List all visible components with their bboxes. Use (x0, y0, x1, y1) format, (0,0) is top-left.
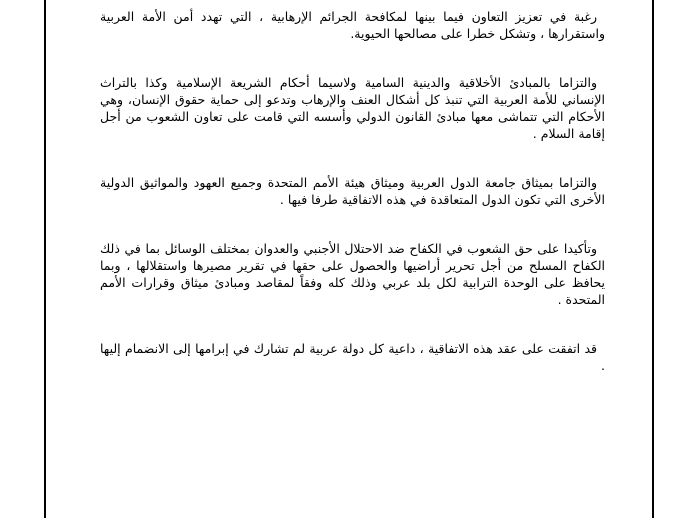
document-body (100, 8, 605, 404)
paragraph-5: قد اتفقت على عقد هذه الاتفاقية ، داعية كل دولة عربية لم تشارك في إبرامها إلى الانضمام إليها . (100, 341, 605, 373)
paragraph-3: والتزاما بميثاق جامعة الدول العربية وميثاق هيئة الأمم المتحدة وجميع العهود والمواثيق الدولية الأخرى التي تكون الدول المتعاقدة في هذه الاتفاقية طرفا فيها . (100, 175, 605, 207)
paragraph-1: رغبة في تعزيز التعاون فيما بينها لمكافحة الجرائم الإرهابية ، التي تهدد أمن الأمة العربية واستقرارها ، وتشكل خطرا على مصالحها الحيوية. (100, 9, 605, 41)
paragraph-2: والتزاما بالمبادئ الأخلاقية والدينية السامية ولاسيما أحكام الشريعة الإسلامية وكذا بالتراث الإنساني للأمة العربية التي تنبذ كل أشكال العنف والإرهاب وتدعو إلى حماية حقوق الإنسان، وهي الأحكام التي تتماشى معها مبادئ القانون الدولي وأسسه التي قامت على تعاون الشعوب من أجل إقامة السلام . (100, 75, 605, 141)
paragraph-4: وتأكيدا على حق الشعوب في الكفاح ضد الاحتلال الأجنبي والعدوان بمختلف الوسائل بما في ذلك الكفاح المسلح من أجل تحرير أراضيها والحصول على حقها في تقرير مصيرها واستقلالها ، وبما يحافظ على الوحدة الترابية لكل بلد عربي وذلك كله وفقاً لمقاصد ومبادئ ميثاق وقرارات الأمم المتحدة . (100, 241, 605, 307)
